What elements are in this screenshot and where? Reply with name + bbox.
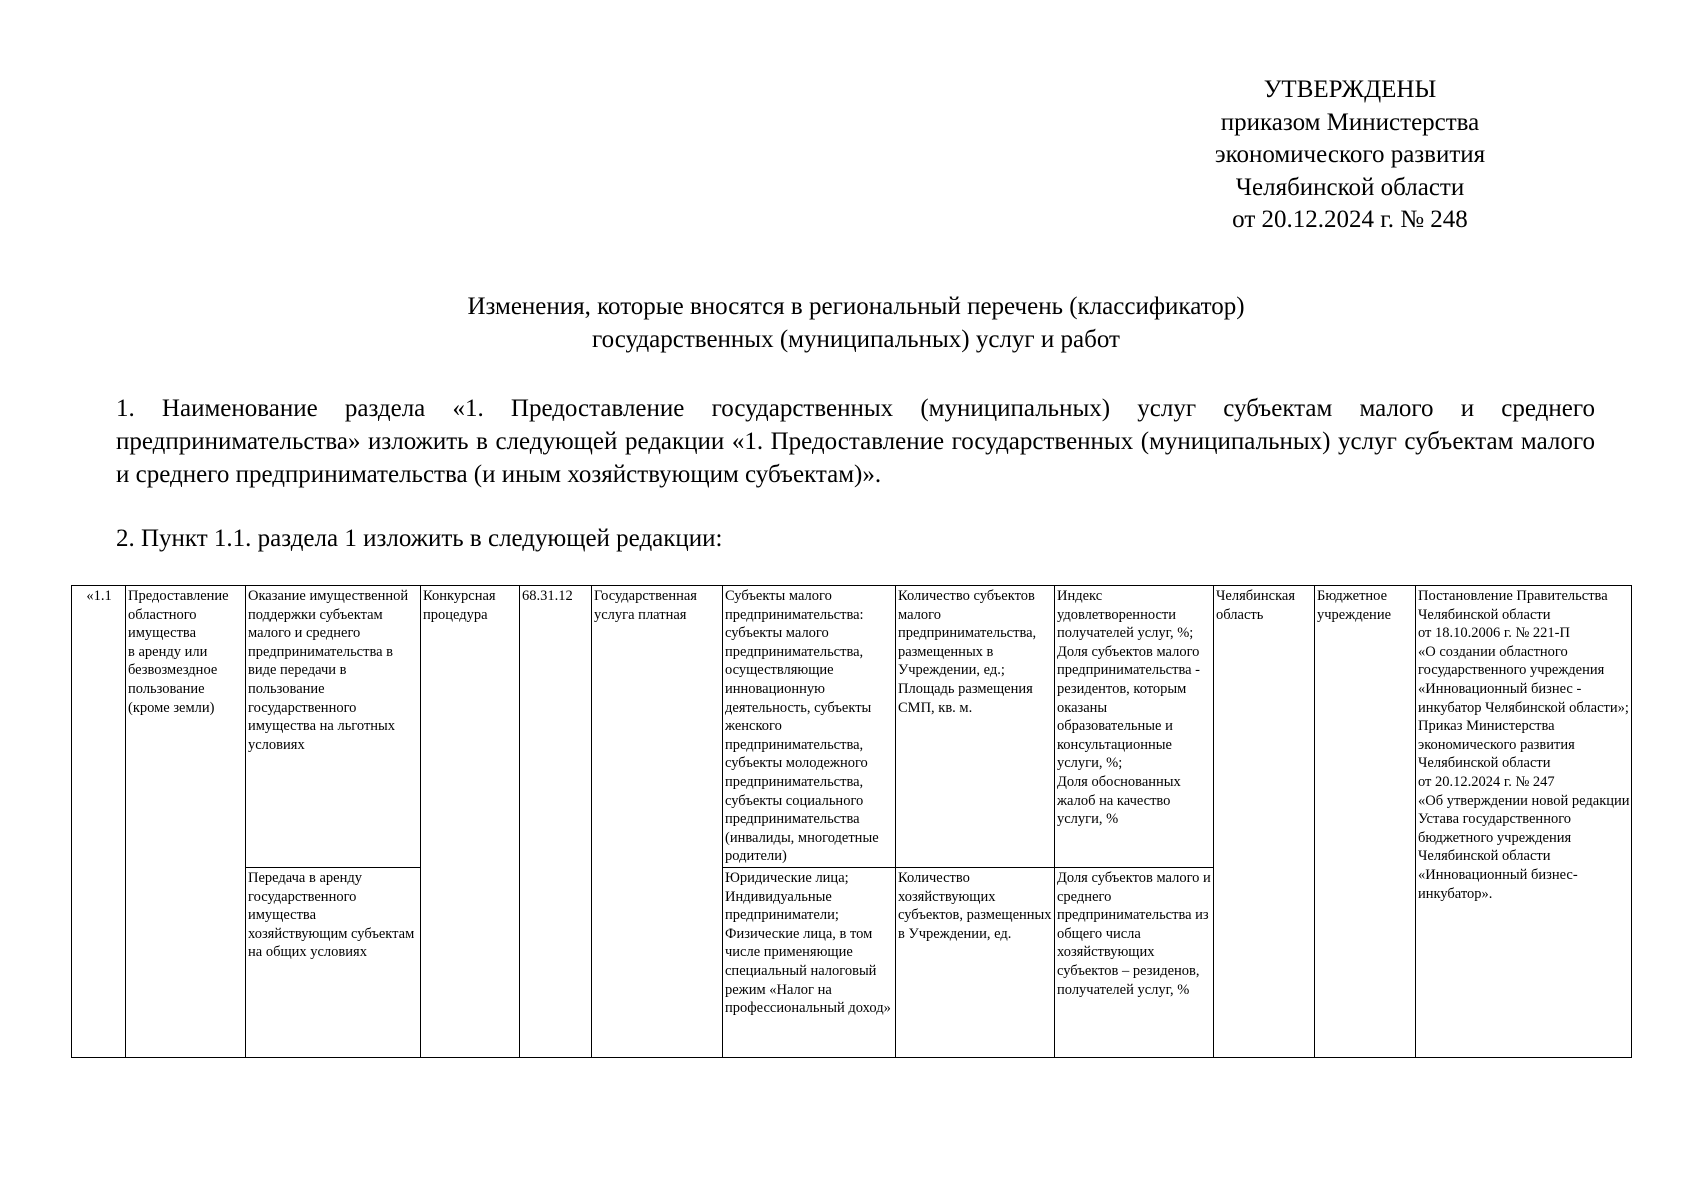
paragraph-2: 2. Пункт 1.1. раздела 1 изложить в следующей редакции: — [116, 525, 723, 552]
cell-consumers-general: Юридические лица; Индивидуальные предприниматели; Физические лица, в том числе применяющие специальный налоговый режим «Налог на профессиональный доход» — [723, 868, 896, 1058]
paragraph-1: 1. Наименование раздела «1. Предоставление государственных (муниципальных) услуг субъектам малого и среднего предпринимательства» изложить в следующей редакции «1. Предоставление государственных (муниципальных) услуг субъектам малого и среднего предпринимательства (и иным хозяйствующим субъектам)». — [116, 395, 1595, 488]
cell-legal-basis: Постановление Правительства Челябинской области от 18.10.2006 г. № 221-П «О создании областного государственного учреждения «Инновационный бизнес - инкубатор Челябинской области»; Приказ Министерства экономического развития Челябинской области от 20.12.2024 г. № 247 «Об утверждении новой редакции Устава государственного бюджетного учреждения Челябинской области «Инновационный бизнес-инкубатор». — [1416, 586, 1632, 1058]
approval-line: экономического развития — [1214, 141, 1486, 168]
cell-volume-indicators-1: Количество субъектов малого предпринимательства, размещенных в Учреждении, ед.; Площадь размещения СМП, кв. м. — [896, 586, 1055, 868]
title-line: государственных (муниципальных) услуг и работ — [592, 326, 1120, 353]
cell-consumers-small-business: Субъекты малого предпринимательства: субъекты малого предпринимательства, осуществляющие инновационную деятельность, субъекты женского предпринимательства, субъекты молодежного предпринимательства, субъекты социального предпринимательства (инвалиды, многодетные родители) — [723, 586, 896, 868]
table-row — [72, 586, 1632, 868]
cell-okved: 68.31.12 — [520, 586, 592, 1058]
cell-content-general: Передача в аренду государственного имущества хозяйствующим субъектам на общих условиях — [246, 868, 421, 1058]
approval-stamp — [1140, 74, 1560, 237]
approval-line: от 20.12.2024 г. № 248 — [1232, 206, 1468, 233]
cell-service-name: Предоставление областного имущества в аренду или безвозмездное пользование (кроме земли) — [126, 586, 246, 1058]
cell-procedure: Конкурсная процедура — [421, 586, 520, 1058]
approval-line: приказом Министерства — [1220, 108, 1480, 136]
cell-number: «1.1 — [72, 586, 126, 1058]
cell-territory: Челябинская область — [1214, 586, 1315, 1058]
cell-content-preferential: Оказание имущественной поддержки субъектам малого и среднего предпринимательства в виде передачи в пользование государственного имущества на льготных условиях — [246, 586, 421, 868]
document-title — [116, 290, 1596, 356]
services-table — [71, 585, 1632, 1058]
cell-provider: Бюджетное учреждение — [1315, 586, 1416, 1058]
title-line: Изменения, которые вносятся в региональный перечень (классификатор) — [467, 293, 1245, 320]
approval-line: Челябинской области — [1235, 173, 1465, 201]
cell-quality-indicators-2: Доля субъектов малого и среднего предпринимательства из общего числа хозяйствующих субъектов – резиденов, получателей услуг, % — [1055, 868, 1214, 1058]
approval-line: УТВЕРЖДЕНЫ — [1263, 76, 1437, 103]
cell-service-type: Государственная услуга платная — [592, 586, 723, 1058]
cell-quality-indicators-1: Индекс удовлетворенности получателей услуг, %; Доля субъектов малого предпринимательства - резидентов, которым оказаны образовательные и консультационные услуги, %; Доля обоснованных жалоб на качество услуги, % — [1055, 586, 1214, 868]
cell-volume-indicators-2: Количество хозяйствующих субъектов, размещенных в Учреждении, ед. — [896, 868, 1055, 1058]
